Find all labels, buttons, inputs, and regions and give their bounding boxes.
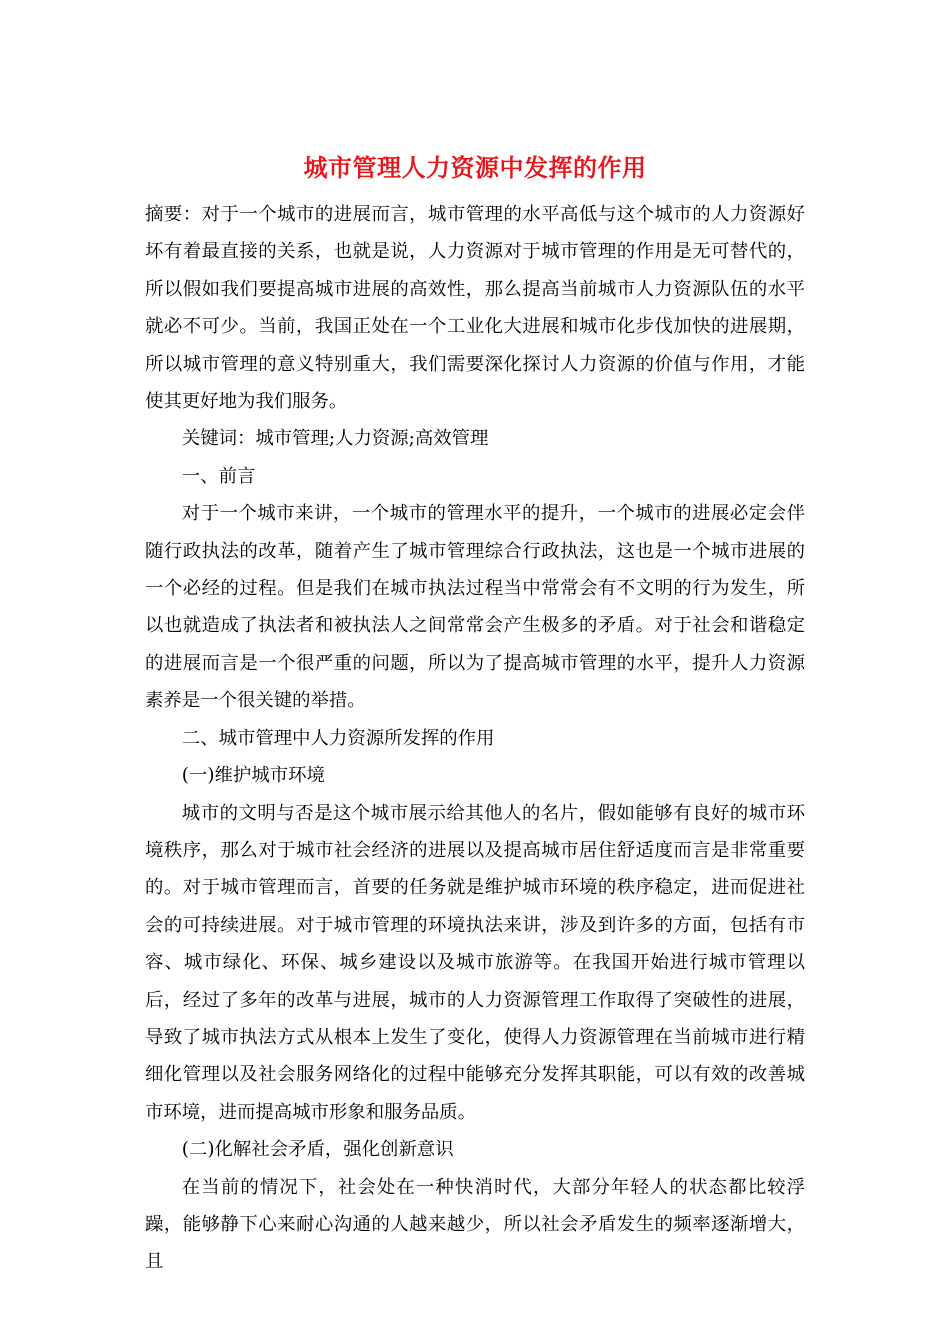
section-heading-introduction: 一、前言 — [181, 465, 256, 487]
abstract-paragraph: 摘要：对于一个城市的进展而言，城市管理的水平高低与这个城市的人力资源好坏有着最直接的关系，也就是说，人力资源对于城市管理的作用是无可替代的，所以假如我们要提高城市进展的高效性，那么提高当前城市人力资源队伍的水平就必不可少。当前，我国正处在一个工业化大进展和城市化步伐加快的进展期，所以城市管理的意义特别重大，我们需要深化探讨人力资源的价值与作用，才能使其更好地为我们服务。 — [145, 204, 805, 413]
environment-paragraph: 城市的文明与否是这个城市展示给其他人的名片，假如能够有良好的城市环境秩序，那么对于城市社会经济的进展以及提高城市居住舒适度而言是非常重要的。对于城市管理而言，首要的任务就是维护城市环境的秩序稳定，进而促进社会的可持续进展。对于城市管理的环境执法来讲，涉及到许多的方面，包括有市容、城市绿化、环保、城乡建设以及城市旅游等。在我国开始进行城市管理以后，经过了多年的改革与进展，城市的人力资源管理工作取得了突破性的进展，导致了城市执法方式从根本上发生了变化，使得人力资源管理在当前城市进行精细化管理以及社会服务网络化的过程中能够充分发挥其职能，可以有效的改善城市环境，进而提高城市形象和服务品质。 — [145, 802, 805, 1123]
document-body — [145, 196, 805, 1281]
keywords-line: 关键词：城市管理;人力资源;高效管理 — [181, 428, 489, 450]
section-heading-role: 二、城市管理中人力资源所发挥的作用 — [181, 727, 495, 749]
introduction-paragraph: 对于一个城市来讲，一个城市的管理水平的提升，一个城市的进展必定会伴随行政执法的改革，随着产生了城市管理综合行政执法，这也是一个城市进展的一个必经的过程。但是我们在城市执法过程当中常常会有不文明的行为发生，所以也就造成了执法者和被执法人之间常常会产生极多的矛盾。对于社会和谐稳定的进展而言是一个很严重的问题，所以为了提高城市管理的水平，提升人力资源素养是一个很关键的举措。 — [145, 503, 805, 712]
subsection-heading-environment: (一)维护城市环境 — [181, 765, 325, 787]
conflict-paragraph: 在当前的情况下，社会处在一种快消时代，大部分年轻人的状态都比较浮躁，能够静下心来耐心沟通的人越来越少，所以社会矛盾发生的频率逐渐增大，且 — [145, 1176, 805, 1273]
document-title: 城市管理人力资源中发挥的作用 — [303, 153, 647, 182]
subsection-heading-conflict: (二)化解社会矛盾，强化创新意识 — [181, 1139, 454, 1161]
